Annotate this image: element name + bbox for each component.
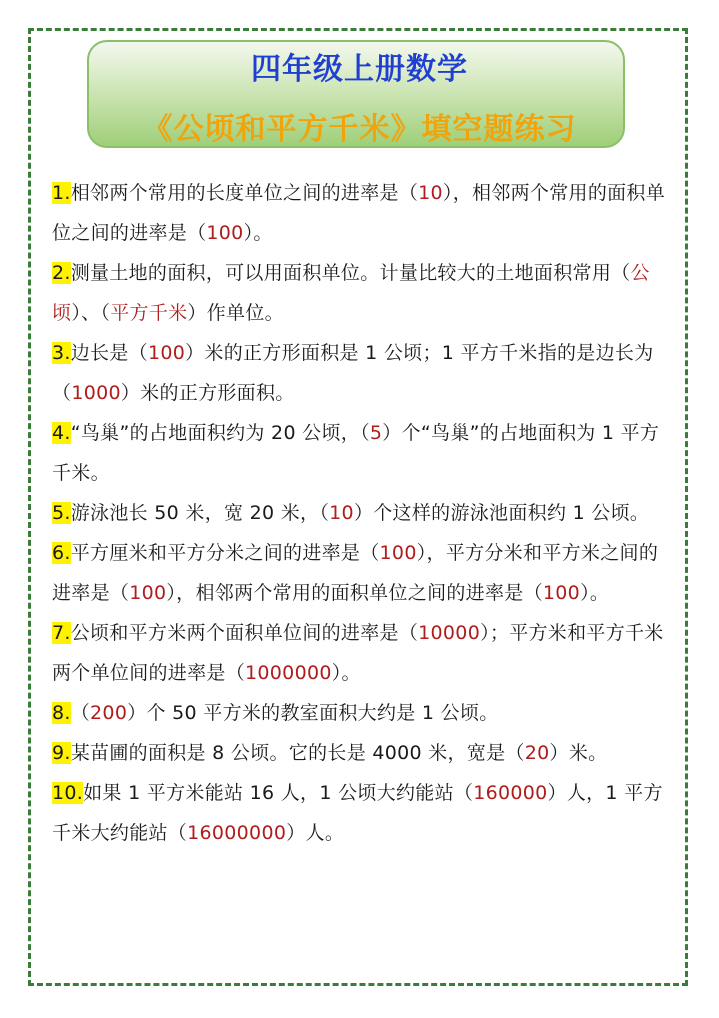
answer-text: 5 (369, 422, 383, 444)
question-item (52, 253, 668, 333)
answer-text: 160000 (473, 782, 548, 804)
question-item (52, 773, 668, 853)
question-text: 游泳池长 50 米，宽 20 米，（ (70, 502, 330, 524)
question-item (52, 493, 668, 533)
question-text: 公顷和平方米两个面积单位间的进率是（ (70, 622, 419, 644)
answer-text: 20 (524, 742, 550, 764)
question-text: ），相邻两个常用的面积单位之间的进率是（ (52, 182, 666, 244)
question-text: ）个 50 平方米的教室面积大约是 1 公顷。 (127, 702, 499, 724)
question-item (52, 693, 668, 733)
question-text: “鸟巢”的占地面积约为 20 公顷，（ (70, 422, 370, 444)
question-text: ）、（ (71, 302, 111, 324)
answer-text: 200 (90, 702, 128, 724)
question-text: ）。 (243, 222, 273, 244)
answer-text: 10 (329, 502, 354, 524)
answer-text: 16000000 (187, 822, 287, 844)
question-item (52, 733, 668, 773)
answer-text: 100 (379, 542, 417, 564)
question-text: ）米的正方形面积是 1 公顷；1 平方千米指的是边长为（ (52, 342, 654, 404)
answer-text: 100 (206, 222, 244, 244)
question-text: ）。 (331, 662, 361, 684)
question-number: 1. (52, 182, 71, 204)
question-text: 如果 1 平方米能站 16 人，1 公顷大约能站（ (83, 782, 474, 804)
question-number: 4. (52, 422, 71, 444)
question-text: 相邻两个常用的长度单位之间的进率是（ (70, 182, 419, 204)
question-text: ）米。 (549, 742, 608, 764)
question-number: 10. (52, 782, 84, 804)
question-number: 3. (52, 342, 71, 364)
question-text: ）；平方米和平方千米两个单位间的进率是（ (52, 622, 664, 684)
question-text: ）。 (580, 582, 610, 604)
question-text: ）人。 (286, 822, 345, 844)
question-item (52, 333, 668, 413)
answer-text: 10000 (418, 622, 481, 644)
question-list (52, 173, 668, 853)
answer-text: 100 (147, 342, 186, 364)
question-text: ）米的正方形面积。 (120, 382, 295, 404)
question-number: 8. (52, 702, 71, 724)
question-text: ）个“鸟巢”的占地面积为 1 平方千米。 (52, 422, 660, 484)
question-number: 7. (52, 622, 71, 644)
question-text: 平方厘米和平方分米之间的进率是（ (70, 542, 380, 564)
question-text: ），平方分米和平方米之间的进率是（ (52, 542, 659, 604)
question-text: ）个这样的游泳池面积约 1 公顷。 (353, 502, 650, 524)
question-text: ）作单位。 (187, 302, 284, 324)
question-number: 2. (52, 262, 71, 284)
question-item (52, 533, 668, 613)
answer-text: 平方千米 (110, 302, 188, 324)
answer-text: 100 (542, 582, 581, 604)
question-text: ），相邻两个常用的面积单位之间的进率是（ (166, 582, 543, 604)
question-text: （ (70, 702, 91, 724)
answer-text: 1000 (71, 382, 121, 404)
question-item (52, 613, 668, 693)
question-text: 某苗圃的面积是 8 公顷。它的长是 4000 米，宽是（ (70, 742, 525, 764)
answer-text: 公顷 (52, 262, 650, 324)
answer-text: 100 (129, 582, 167, 604)
question-item (52, 413, 668, 493)
answer-text: 10 (418, 182, 443, 204)
question-number: 5. (52, 502, 71, 524)
question-item (52, 173, 668, 253)
question-text: 边长是（ (70, 342, 148, 364)
question-text: 测量土地的面积，可以用面积单位。计量比较大的土地面积常用（ (70, 262, 631, 284)
question-text: ）人，1 平方千米大约能站（ (52, 782, 663, 844)
question-number: 9. (52, 742, 71, 764)
page-title: 四年级上册数学 (251, 52, 468, 87)
page-subtitle: 《公顷和平方千米》填空题练习 (142, 112, 577, 147)
answer-text: 1000000 (245, 662, 332, 684)
question-number: 6. (52, 542, 71, 564)
